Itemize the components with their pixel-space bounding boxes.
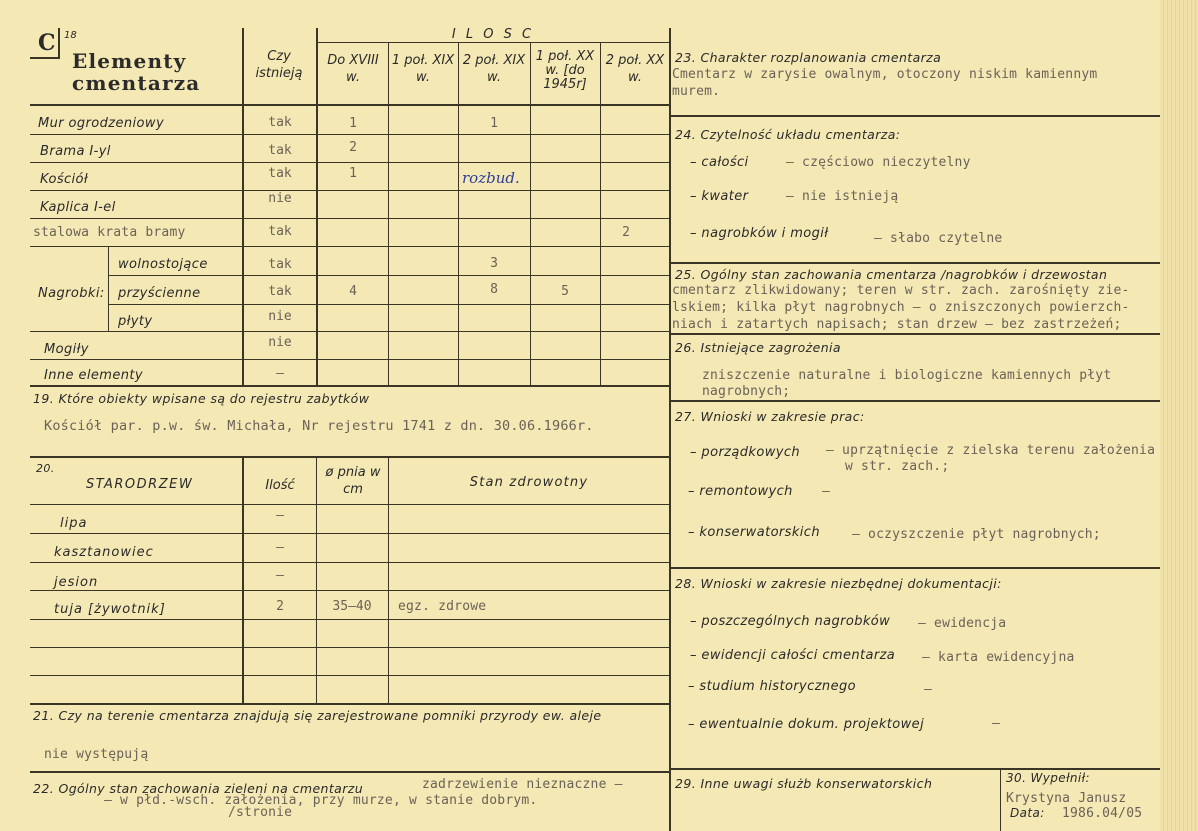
tree-diam: 35–40 bbox=[332, 599, 372, 614]
count-cell: 1 bbox=[349, 116, 357, 131]
row-label: Kaplica I-el bbox=[40, 200, 116, 215]
s25-line-2: lskiem; kilka płyt nagrobnych – o zniszczonych powierzch- bbox=[672, 300, 1130, 315]
section-code bbox=[38, 30, 56, 56]
tree-qty: – bbox=[276, 508, 284, 523]
s21-label: 21. Czy na terenie cmentarza znajdują się zarejestrowane pomniki przyrody ew. aleje bbox=[33, 708, 602, 723]
s28-label: 28. Wnioski w zakresie niezbędnej dokumentacji: bbox=[675, 576, 1002, 591]
s28-item-value: – bbox=[924, 682, 933, 697]
count-cell: 5 bbox=[561, 284, 569, 299]
s20-number: 20. bbox=[36, 462, 55, 475]
s24-item-label: – całości bbox=[690, 155, 749, 170]
s24-item-value: – częściowo nieczytelny bbox=[786, 155, 971, 170]
ilosc-header: I L O S C bbox=[451, 27, 535, 42]
exists-cell: tak bbox=[268, 166, 292, 181]
tree-qty: – bbox=[276, 568, 284, 583]
col-exists-header: Czy istnieją bbox=[255, 49, 303, 81]
s30-date-label: Data: bbox=[1010, 806, 1045, 820]
s23-value-2: murem. bbox=[672, 84, 721, 99]
tree-qty: 2 bbox=[276, 599, 284, 614]
col-header-5: 2 poł. XX w. bbox=[605, 53, 665, 85]
s27-item-value: – oczyszczenie płyt nagrobnych; bbox=[852, 527, 1101, 542]
s27-item-label: – remontowych bbox=[688, 484, 793, 499]
exists-cell: nie bbox=[268, 309, 292, 324]
s25-line-3: niach i zatartych napisach; stan drzew – bez zastrzeżeń; bbox=[672, 317, 1122, 332]
tree-state: egz. zdrowe bbox=[398, 599, 487, 614]
s27-item-value: – uprzątnięcie z zielska terenu założenia bbox=[826, 443, 1156, 458]
row-label: stalowa krata bramy bbox=[33, 225, 186, 240]
count-cell: 2 bbox=[622, 225, 630, 240]
exists-cell: nie bbox=[268, 335, 292, 350]
tree-qty: – bbox=[276, 540, 284, 555]
exists-cell: tak bbox=[268, 143, 292, 158]
s26-line-2: nagrobnych; bbox=[702, 384, 791, 399]
s27-item-value: – bbox=[822, 484, 831, 499]
center-divider bbox=[669, 28, 671, 831]
row-label: Kościół bbox=[40, 172, 89, 187]
exists-cell: tak bbox=[268, 115, 292, 130]
count-cell: 8 bbox=[490, 282, 498, 297]
s22-line-1: zadrzewienie nieznaczne – bbox=[422, 777, 623, 792]
col-header-1: Do XVIII w. bbox=[327, 53, 379, 85]
s20-title: STARODRZEW bbox=[86, 477, 194, 492]
s30-name: Krystyna Janusz bbox=[1006, 791, 1127, 806]
s27-item-label: – konserwatorskich bbox=[688, 525, 820, 540]
s22-label: 22. Ogólny stan zachowania zieleni na cmentarzu bbox=[33, 781, 364, 796]
section-index: 18 bbox=[64, 30, 77, 41]
count-cell: 1 bbox=[349, 166, 357, 181]
s27-label: 27. Wnioski w zakresie prac: bbox=[675, 409, 865, 424]
exists-cell: tak bbox=[268, 224, 292, 239]
s19-label: 19. Które obiekty wpisane są do rejestru zabytków bbox=[33, 391, 370, 406]
row-label: wolnostojące bbox=[118, 257, 208, 272]
s30-date: 1986.04/05 bbox=[1062, 806, 1143, 821]
section-letter: C bbox=[38, 30, 56, 56]
s25-line-1: cmentarz zlikwidowany; teren w str. zach. zarośnięty zie- bbox=[672, 283, 1130, 298]
elements-title bbox=[72, 50, 242, 94]
exists-cell: nie bbox=[268, 191, 292, 206]
s28-item-label: – ewidencji całości cmentarza bbox=[690, 648, 896, 663]
s28-item-value: – karta ewidencyjna bbox=[922, 650, 1075, 665]
s29-label: 29. Inne uwagi służb konserwatorskich bbox=[675, 776, 933, 791]
tree-name: kasztanowiec bbox=[54, 545, 154, 560]
s28-item-label: – studium historycznego bbox=[688, 679, 856, 694]
s28-item-value: – ewidencja bbox=[918, 616, 1007, 631]
s26-label: 26. Istniejące zagrożenia bbox=[675, 340, 841, 355]
count-cell: 3 bbox=[490, 256, 498, 271]
s24-label: 24. Czytelność układu cmentarza: bbox=[675, 127, 901, 142]
binder-edge bbox=[1160, 0, 1198, 831]
title-line-2: cmentarza bbox=[72, 71, 201, 95]
s24-item-label: – nagrobków i mogił bbox=[690, 226, 829, 241]
s22-line-3: /stronie bbox=[228, 805, 293, 820]
row-label: przyścienne bbox=[118, 286, 201, 301]
title-line-1: Elementy bbox=[72, 49, 187, 73]
exists-cell: tak bbox=[268, 257, 292, 272]
row-label: Mogiły bbox=[44, 342, 89, 357]
handwritten-note: rozbud. bbox=[462, 169, 520, 187]
s28-item-label: – ewentualnie dokum. projektowej bbox=[688, 717, 925, 732]
exists-cell: – bbox=[276, 366, 284, 381]
s20-col-qty: Ilość bbox=[265, 478, 295, 493]
s24-item-value: – słabo czytelne bbox=[874, 231, 1003, 246]
s20-col-diam: ø pnia w cm bbox=[325, 465, 381, 497]
nagrobki-label: Nagrobki: bbox=[38, 286, 105, 301]
s23-value-1: Cmentarz w zarysie owalnym, otoczony niskim kamiennym bbox=[672, 67, 1098, 82]
s30-label: 30. Wypełnił: bbox=[1006, 771, 1090, 785]
s23-label: 23. Charakter rozplanowania cmentarza bbox=[675, 50, 942, 65]
row-label: płyty bbox=[118, 314, 153, 329]
count-cell: 2 bbox=[349, 140, 357, 155]
s25-label: 25. Ogólny stan zachowania cmentarza /nagrobków i drzewostan bbox=[675, 267, 1108, 282]
count-cell: 1 bbox=[490, 116, 498, 131]
s22-line-2: – w płd.-wsch. założenia, przy murze, w stanie dobrym. bbox=[104, 793, 538, 808]
col-header-4: 1 poł. XX w. [do 1945r] bbox=[535, 49, 595, 92]
tree-name: jesion bbox=[54, 575, 99, 590]
s27-item-value-2: w str. zach.; bbox=[845, 459, 950, 474]
row-label: Mur ogrodzeniowy bbox=[38, 116, 165, 131]
s28-item-value: – bbox=[992, 716, 1001, 731]
s24-item-value: – nie istnieją bbox=[786, 189, 899, 204]
tree-name: tuja [żywotnik] bbox=[54, 602, 166, 617]
count-cell: 4 bbox=[349, 284, 357, 299]
row-label: Brama I-yl bbox=[40, 144, 111, 159]
s24-item-label: – kwater bbox=[690, 189, 749, 204]
s20-col-state: Stan zdrowotny bbox=[469, 475, 589, 490]
s26-line-1: zniszczenie naturalne i biologiczne kamiennych płyt bbox=[702, 368, 1112, 383]
s27-item-label: – porządkowych bbox=[690, 445, 801, 460]
s21-value: nie występują bbox=[44, 747, 149, 762]
s19-value: Kościół par. p.w. św. Michała, Nr rejestru 1741 z dn. 30.06.1966r. bbox=[44, 418, 594, 434]
col-header-3: 2 poł. XIX w. bbox=[462, 53, 526, 85]
s28-item-label: – poszczególnych nagrobków bbox=[690, 614, 891, 629]
tree-name: lipa bbox=[60, 516, 88, 531]
exists-cell: tak bbox=[268, 284, 292, 299]
row-label: Inne elementy bbox=[44, 368, 143, 383]
col-header-2: 1 poł. XIX w. bbox=[391, 53, 455, 85]
